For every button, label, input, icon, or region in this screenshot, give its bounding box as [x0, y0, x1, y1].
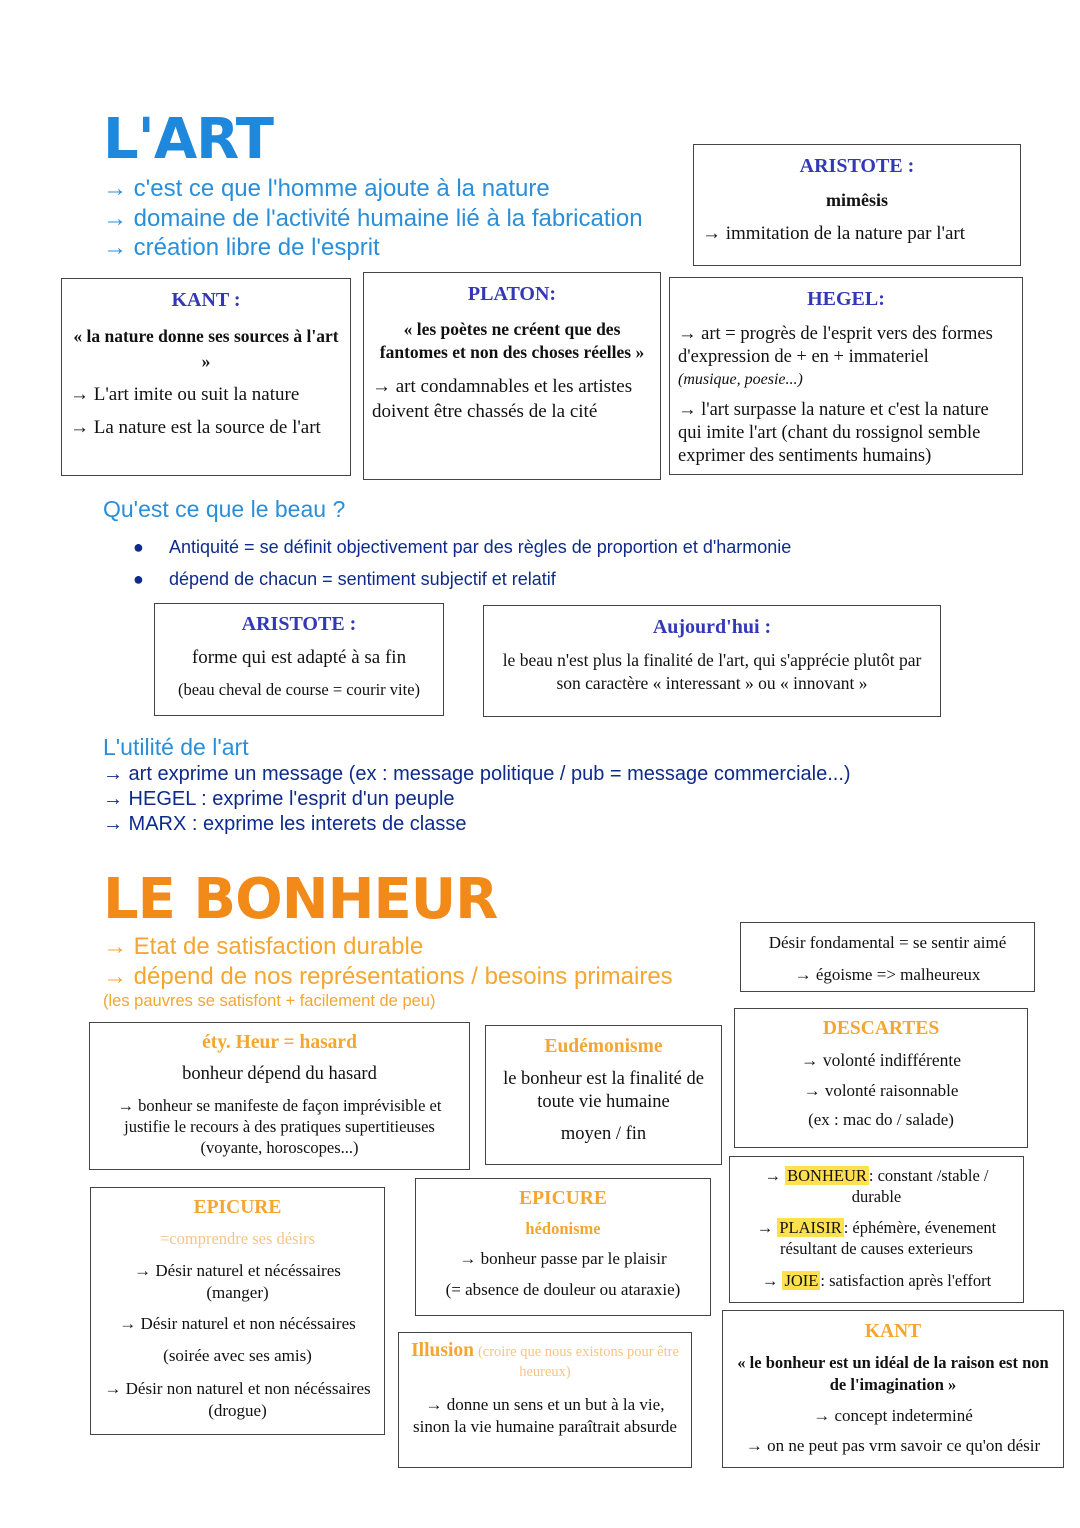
ety-name: éty. Heur = hasard [202, 1032, 357, 1053]
art-aristote-box [693, 144, 1021, 266]
bonheur-title: LE BONHEUR [103, 867, 498, 932]
kant-name: KANT : [171, 289, 241, 311]
ety-line-1: bonheur dépend du hasard [182, 1064, 377, 1084]
epicure-hedonisme-sub: hédonisme [525, 1219, 601, 1238]
epicure-hedonisme-box [415, 1178, 711, 1316]
epicure-desirs-line-3: → Désir non naturel et non nécéssaires (drogue) [104, 1379, 371, 1420]
bullet-dot: ● [133, 569, 144, 589]
hegel-point-1: → art = progrès de l'esprit vers des formes d'expression de + en + immateriel [678, 324, 993, 367]
bpj-plaisir: → PLAISIR : éphémère, évenement résultant de causes exterieurs [756, 1218, 997, 1258]
bonheur-definitions [103, 932, 673, 992]
hegel-point-2: → l'art surpasse la nature et c'est la nature qui imite l'art (chant du rossignol semble exprimer des sentiments humains) [678, 400, 989, 466]
utilite-heading: L'utilité de l'art [103, 734, 249, 760]
art-aristote-term: mimêsis [826, 190, 888, 210]
desir-line-2: → égoisme => malheureux [794, 965, 981, 984]
beau-aristote-box [154, 603, 444, 716]
descartes-box [734, 1008, 1028, 1148]
platon-box [363, 272, 661, 480]
kant-bonheur-line-2: → on ne peut pas vrm savoir ce qu'on désir [745, 1436, 1041, 1455]
beau-bullet-2-text: dépend de chacun = sentiment subjectif et relatif [169, 569, 556, 589]
epicure-desirs-line-2b: (soirée avec ses amis) [163, 1346, 312, 1365]
bpj-joie-text: : satisfaction après l'effort [820, 1271, 992, 1290]
beau-bullet-2 [133, 563, 791, 595]
epicure-hedonisme-name: EPICURE [519, 1188, 607, 1209]
platon-quote: « les poètes ne créent que des fantomes et non des choses réelles » [379, 319, 645, 362]
aujourdhui-box [483, 605, 941, 717]
kant-point-2: → La nature est la source de l'art [70, 417, 321, 438]
kant-point-1: → L'art imite ou suit la nature [70, 384, 300, 405]
epicure-desirs-name: EPICURE [193, 1197, 282, 1218]
utilite-line-3: → MARX : exprime les interets de classe [103, 813, 467, 835]
utilite-line-1: → art exprime un message (ex : message politique / pub = message commerciale...) [103, 763, 851, 785]
bpj-bonheur-word: BONHEUR [787, 1166, 867, 1185]
art-def-3: → création libre de l'esprit [103, 234, 380, 261]
epicure-desirs-line-1: → Désir naturel et nécéssaires (manger) [134, 1261, 341, 1302]
art-aristote-name: ARISTOTE : [799, 155, 915, 177]
eudemonisme-box [485, 1025, 722, 1165]
platon-name: PLATON: [467, 283, 557, 305]
epicure-desirs-line-2: → Désir naturel et non nécéssaires [119, 1314, 356, 1333]
eudemonisme-name: Eudémonisme [544, 1036, 663, 1057]
epicure-hedonisme-line-1: → bonheur passe par le plaisir [459, 1249, 667, 1268]
beau-bullet-1 [133, 531, 791, 563]
ety-line-2: → bonheur se manifeste de façon imprévisible et justifie le recours à des pratiques supertitieuses (voyante, horoscopes...) [117, 1096, 442, 1157]
epicure-desirs-sub: =comprendre ses désirs [159, 1229, 315, 1248]
illusion-name: Illusion [411, 1340, 474, 1361]
bpj-joie: → JOIE : satisfaction après l'effort [761, 1271, 992, 1290]
eudemonisme-line-2: moyen / fin [560, 1124, 647, 1144]
kant-bonheur-line-1: → concept indeterminé [813, 1406, 973, 1425]
kant-bonheur-quote: « le bonheur est un idéal de la raison est non de l'imagination » [737, 1353, 1049, 1394]
platon-point-1: → art condamnables et les artistes doivent être chassés de la cité [372, 376, 633, 422]
illusion-sub: (croire que nous existons pour être heureux) [477, 1344, 679, 1380]
descartes-line-2: → volonté raisonnable [803, 1081, 959, 1100]
bonheur-plaisir-joie-box [729, 1156, 1024, 1303]
bpj-bonheur: → BONHEUR : constant /stable / durable [764, 1166, 989, 1206]
hegel-point-1-note: (musique, poesie...) [678, 371, 803, 388]
illusion-header [407, 1341, 683, 1382]
art-aristote-line: → immitation de la nature par l'art [702, 223, 966, 244]
art-title: L'ART [103, 107, 273, 172]
aujourdhui-name: Aujourd'hui : [652, 616, 772, 638]
bullet-dot: ● [133, 537, 144, 557]
bpj-plaisir-text: : éphémère, évenement résultant de causes exterieurs [780, 1218, 997, 1258]
bpj-plaisir-word: PLAISIR [779, 1218, 842, 1237]
beau-aristote-line: forme qui est adapté à sa fin [191, 647, 407, 668]
kant-box [61, 278, 351, 476]
descartes-name: DESCARTES [822, 1018, 940, 1039]
illusion-box [398, 1332, 692, 1468]
kant-quote: « la nature donne ses sources à l'art » [73, 326, 339, 371]
bonheur-def-1: → Etat de satisfaction durable [103, 933, 424, 960]
art-def-1: → c'est ce que l'homme ajoute à la nature [103, 175, 550, 202]
beau-aristote-example: (beau cheval de course = courir vite) [177, 680, 421, 699]
eudemonisme-line-1: le bonheur est la finalité de toute vie humaine [503, 1069, 704, 1112]
ety-box [89, 1022, 470, 1170]
desir-line-1: Désir fondamental = se sentir aimé [768, 933, 1007, 952]
art-def-2: → domaine de l'activité humaine lié à la fabrication [103, 204, 643, 232]
desir-box [740, 922, 1035, 992]
beau-bullet-1-text: Antiquité = se définit objectivement par des règles de proportion et d'harmonie [169, 537, 792, 557]
epicure-desirs-box [90, 1187, 385, 1435]
kant-bonheur-name: KANT [864, 1321, 922, 1342]
kant-bonheur-box [722, 1310, 1064, 1468]
bonheur-def-2: → dépend de nos représentations / besoins primaires [103, 963, 673, 990]
hegel-box [669, 277, 1023, 475]
utilite-line-2: → HEGEL : exprime l'esprit d'un peuple [103, 788, 455, 810]
beau-heading: Qu'est ce que le beau ? [103, 496, 346, 522]
descartes-line-1: → volonté indifférente [800, 1050, 962, 1070]
bpj-joie-word: JOIE [784, 1271, 819, 1290]
bonheur-note: (les pauvres se satisfont + facilement de peu) [103, 992, 436, 1010]
bpj-bonheur-text: : constant /stable / durable [851, 1166, 989, 1206]
descartes-line-3: (ex : mac do / salade) [808, 1110, 954, 1129]
illusion-line-1: → donne un sens et un but à la vie, sinon la vie humaine paraîtrait absurde [413, 1395, 677, 1436]
beau-aristote-name: ARISTOTE : [241, 613, 357, 635]
hegel-name: HEGEL: [807, 288, 885, 310]
art-definitions [103, 174, 643, 263]
aujourdhui-line: le beau n'est plus la finalité de l'art, qui s'apprécie plutôt par son caractère « interessant » ou « innovant » [502, 650, 922, 693]
beau-bullets [133, 531, 791, 595]
utilite-lines [103, 762, 851, 837]
epicure-hedonisme-line-2: (= absence de douleur ou ataraxie) [445, 1280, 681, 1299]
